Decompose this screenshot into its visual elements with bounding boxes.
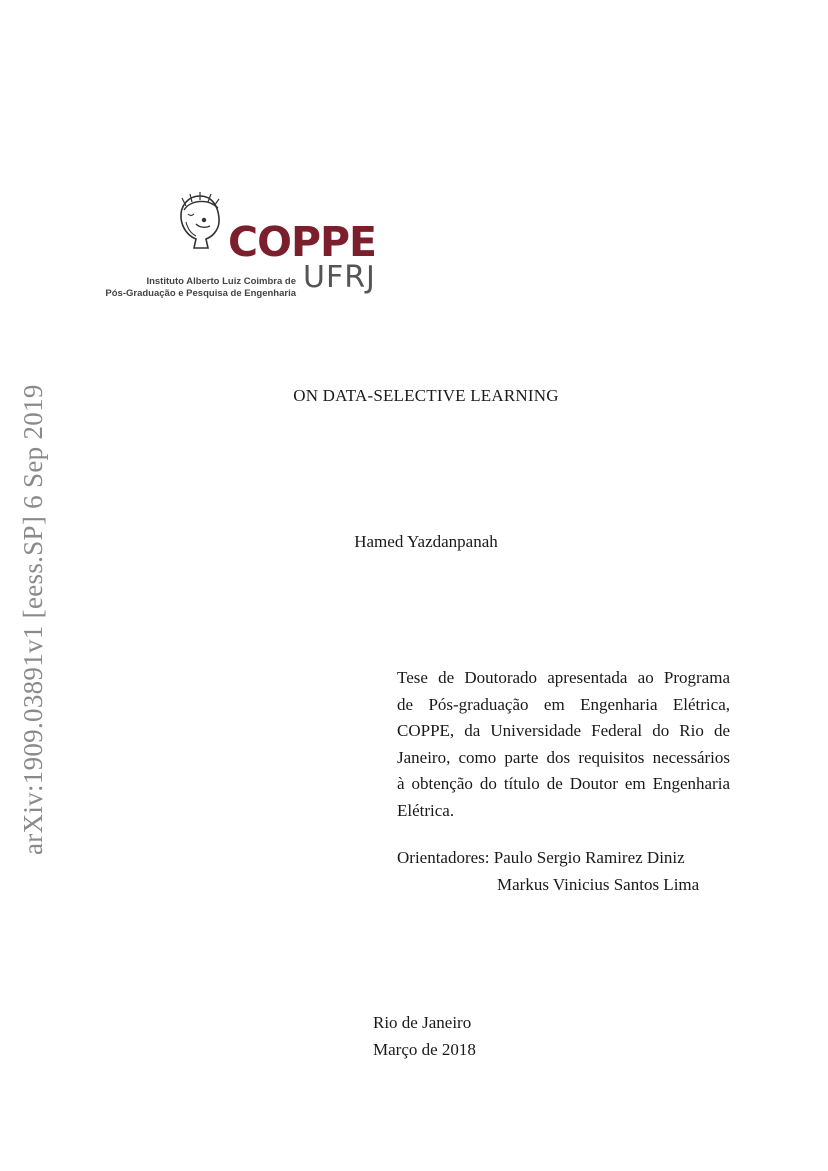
date: Março de 2018 [373,1039,476,1059]
author-name: Hamed Yazdanpanah [354,532,498,551]
description-line: COPPE, da Universidade Federal do Rio de [397,721,730,740]
logo-ufrj-text: UFRJ [303,260,376,295]
description-line: Tese de Doutorado apresentada ao Programa [397,668,730,687]
logo-institute-line1: Instituto Alberto Luiz Coimbra de [146,276,296,287]
description-line: à obtenção do título de Doutor em Engenharia [397,774,730,793]
logo-institute-line2: Pós-Graduação e Pesquisa de Engenharia [105,288,296,299]
description-line: Janeiro, como parte dos requisitos necessários [397,747,730,767]
advisor-first: Paulo Sergio Ramirez Diniz [493,848,685,867]
coppe-logo [105,192,382,302]
logo-coppe-text: COPPE [228,218,377,266]
place-date-block [373,1010,476,1063]
arxiv-stamp: arXiv:1909.03891v1 [eess.SP] 6 Sep 2019 [18,384,48,855]
thesis-title: ON DATA-SELECTIVE LEARNING [293,386,559,405]
place: Rio de Janeiro [373,1013,472,1032]
description-line: de Pós-graduação em Engenharia Elétrica, [397,694,730,714]
thesis-description [397,665,730,824]
minerva-emblem-icon [174,192,226,252]
advisor-second: Markus Vinicius Santos Lima [497,874,700,894]
description-line: Elétrica. [397,800,455,820]
advisors-block [397,845,737,898]
advisors-label: Orientadores: [397,848,490,867]
